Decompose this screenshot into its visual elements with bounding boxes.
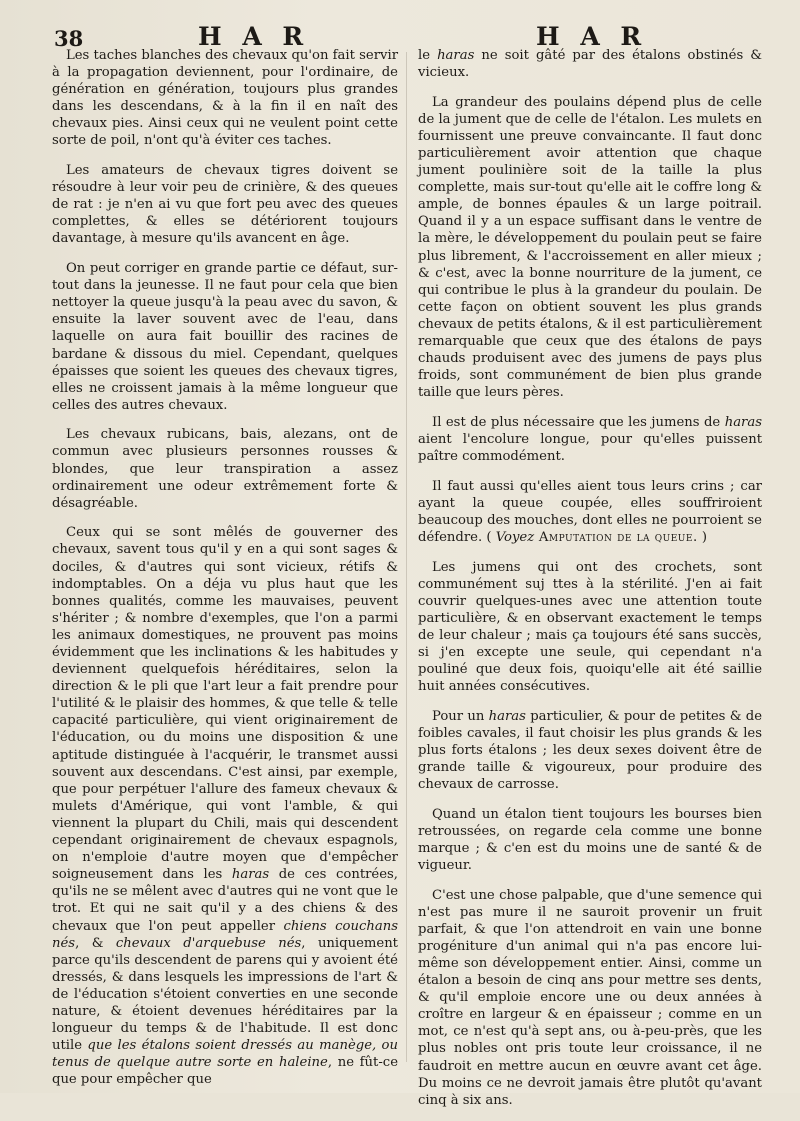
paragraph-vigour: Quand un étalon tient toujours les bourses bien retroussées, on regarde cela comme une bonne marque ; & c'en est du moins une de santé & de vigueur. bbox=[418, 806, 762, 874]
paragraph-continuation: le haras ne soit gâté par des étalons obstinés & vicieux. bbox=[418, 48, 762, 81]
paragraph-odour: Les chevaux rubicans, bais, alezans, ont de commun avec plusieurs personnes rousses & blondes, que leur transpiration a assez ordinairement une odeur extrêmement forte & désagréable. bbox=[52, 427, 398, 511]
paragraph-stallion-choice: Pour un haras particulier, & pour de petites & de foibles cavales, il faut choisir les plus grands & les plus forts étalons ; les deux sexes doivent être de grande taille & vigoureux, pour produire des chevaux de carrosse. bbox=[418, 708, 762, 793]
emphasis-haras: haras bbox=[488, 708, 526, 724]
emphasis-chevaux: chevaux d'arquebuse nés bbox=[115, 935, 302, 951]
emphasis-haras: haras bbox=[724, 414, 762, 430]
paragraph-age: C'est une chose palpable, que d'une semence qui n'est pas mure il ne sauroit provenir un fruit parfait, & que l'on attendroit en vain une bonne progéniture d'un animal qui n'a pas encore lui-même son développement entier. Ainsi, comme un étalon a besoin de cinq ans pour mettre ses dents, & qu'il emploie encore une ou deux années à croître en largeur & en épaisseur ; comme en un mot, ce n'est qu'à sept ans, ou à-peu-près, que les plus nobles ont pris toute leur croissance, il ne faudroit en mettre aucun en œuvre avant cet âge. Du moins ce ne devroit jamais être plutôt qu'avant cinq à six ans. bbox=[418, 887, 762, 1108]
paragraph-neck: Il est de plus nécessaire que les jumens de haras aient l'encolure longue, pour qu'elles puissent paître commodément. bbox=[418, 414, 762, 465]
paragraph-heredity: Ceux qui se sont mêlés de gouverner des chevaux, savent tous qu'il y en a qui sont sages & dociles, & d'autres qui sont vicieux, rétifs & indomptables. On a déja vu plus haut que les bonnes qualités, comme les mauvaises, peuvent s'hériter ; & nombre d'exemples, que l'on a parmi les animaux domestiques, ne prouvent pas moins évidemment que les inclinations & les habitudes y deviennent quelquefois héréditaires, selon la direction & le pli que l'art leur a fait prendre pour l'utilité & le plaisir des hommes, & que telle & telle capacité particulière, qui vient originairement de l'éducation, ou du moins une disposition & une aptitude distinguée à l'acquérir, le transmet aussi souvent aux descendans. C'est ainsi, par exemple, que pour perpétuer l'allure des fameux chevaux & mulets d'Amérique, qui vont l'amble, & qui viennent la plupart du Chili, mais qui descendent cependant originairement de chevaux espagnols, on n'emploie d'autre moyen que d'empêcher soigneusement dans les haras de ces contrées, qu'ils ne se mêlent avec d'autres qui ne vont que le trot. Et qui ne sait qu'il y a des chiens & des chevaux que l'on peut appeller chiens couchans nés, & chevaux d'arquebuse nés, uniquement parce qu'ils descendent de parens qui y avoient été dressés, & dans lesquels les impressions de l'art & de l'éducation s'étoient converties en une seconde nature, & étoient devenues héréditaires par la longueur du temps & de l'habitude. Il est donc utile que les étalons soient dressés au manège, ou tenus de quelque autre sorte en haleine, ne fût-ce que pour empêcher que bbox=[52, 525, 398, 1088]
column-divider bbox=[406, 52, 407, 1062]
emphasis-haras: haras bbox=[437, 48, 475, 63]
paragraph-foal-size: La grandeur des poulains dépend plus de celle de la jument que de celle de l'étalon. Les mulets en fournissent une preuve convaincante. Il faut donc particulièrement avoir attention que chaque jument poulinière soit de la taille la plus complette, mais sur-tout qu'elle ait le coffre long & ample, de bonnes épaules & un large poitrail. Quand il y a un espace suffisant dans le ventre de la mère, le développement du poulain peut se faire plus librement, & l'accroissement en aller mieux ; & c'est, avec la bonne nourriture de la jument, ce qui contribue le plus à la grandeur du poulain. De cette façon on obtient souvent les plus grands chevaux de petits étalons, & il est particulièrement remarquable que ceux que des étalons de pays chauds produisent avec des jumens de pays plus froids, sont communément de bien plus grande taille que leurs pères. bbox=[418, 94, 762, 401]
paragraph-tail-remedy: On peut corriger en grande partie ce défaut, sur-tout dans la jeunesse. Il ne faut pour cela que bien nettoyer la queue jusqu'à la peau avec du savon, & ensuite la laver souvent avec de l'eau, dans laquelle on aura fait bouillir des racines de bardane & dissous du miel. Cependant, quelques épaisses que soient les queues des chevaux tigres, elles ne croissent jamais à la même longueur que celles des autres chevaux. bbox=[52, 261, 398, 413]
emphasis-haras: haras bbox=[231, 867, 270, 883]
right-column bbox=[418, 47, 762, 1121]
paragraph-sterility: Les jumens qui ont des crochets, sont communément suj ttes à la stérilité. J'en ai fait couvrir quelques-unes avec une attention toute particulière, & en observant exactement le temps de leur chaleur ; mais ça toujours été sans succès, si j'en excepte une seule, qui cependant n'a pouliné que deux fois, quoiqu'elle ait été saillie huit années consécutives. bbox=[418, 559, 762, 695]
cross-reference-link[interactable]: Amputation de la queue. bbox=[534, 529, 698, 545]
page-number: 38 bbox=[54, 26, 84, 51]
running-head-left: H A R bbox=[198, 22, 310, 51]
running-head-right: H A R bbox=[536, 22, 648, 51]
emphasis-etalons: que les étalons soient dressés au manège, ou tenus de quelque autre sorte en haleine bbox=[52, 1038, 398, 1071]
paragraph-white-spots: Les taches blanches des chevaux qu'on fait servir à la propagation deviennent, pour l'ordinaire, de génération en génération, toujours plus grandes dans les descendans, & à la fin il en naît des chevaux pies. Ainsi ceux qui ne veulent point cette sorte de poil, n'ont qu'à éviter ces taches. bbox=[52, 48, 398, 149]
emphasis-chiens: chiens couchans nés bbox=[52, 918, 398, 951]
paragraph-manes: Il faut aussi qu'elles aient tous leurs crins ; car ayant la queue coupée, elles souffriroient beaucoup des mouches, dont elles ne pourroient se défendre. ( Voyez Amputation de la queue. ) bbox=[418, 478, 762, 545]
emphasis-voyez: Voyez bbox=[495, 529, 535, 545]
left-column bbox=[52, 47, 398, 1101]
paragraph-tiger-horses: Les amateurs de chevaux tigres doivent se résoudre à leur voir peu de crinière, & des queues de rat : je n'en ai vu que fort peu avec des queues complettes, & elles se détériorent toujours davantage, à mesure qu'ils avancent en âge. bbox=[52, 163, 398, 247]
